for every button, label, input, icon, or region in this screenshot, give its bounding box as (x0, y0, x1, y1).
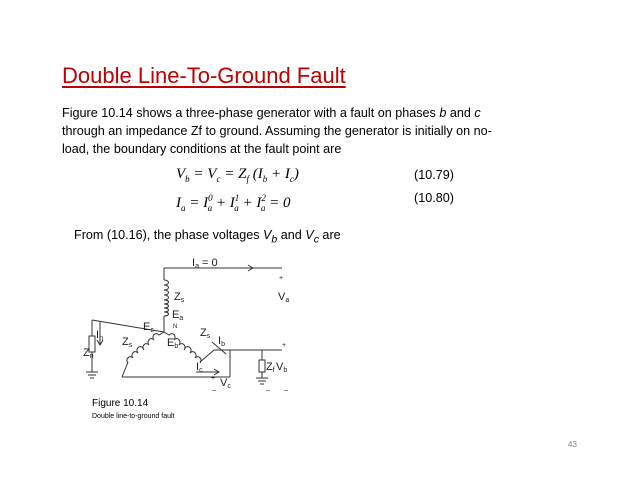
zs-top-coil (164, 280, 169, 300)
zn-label: Zn (83, 347, 94, 360)
paragraph-line-2: through an impedance Zf to ground. Assuming the generator is initially on no- (62, 124, 492, 138)
equation-10-80: $I_a = I^0_a + I^1_a + I^2_a = 0$ (176, 193, 291, 213)
vb-label: Vb (276, 361, 288, 374)
equation-10-79: $V_b = V_c = Z_f$ $(I_b + I_c)$ (176, 166, 299, 184)
vc-minus: – (212, 387, 216, 394)
zs-left-coil (127, 347, 143, 363)
zf-impedance (259, 360, 265, 372)
figure-caption: Double line-to-ground fault (92, 413, 175, 420)
ec-label: Ec (143, 321, 154, 334)
ea-coil (164, 300, 169, 316)
neutral-n-label: N (173, 324, 178, 330)
zs-left-label: Zs (122, 336, 133, 349)
equation-number-10-79: (10.79) (414, 168, 454, 182)
page-number: 43 (568, 440, 577, 449)
ea-label: Ea (172, 309, 184, 322)
zf-label: Zf (266, 361, 275, 374)
zs-right-label: Zs (200, 327, 211, 340)
va-minus: – (284, 387, 288, 394)
zs-top-label: Zs (174, 291, 185, 304)
figure-label: Figure 10.14 (92, 398, 149, 409)
ib-label: Ib (218, 335, 225, 348)
in-label: In (96, 329, 103, 342)
vc-label: Vc (220, 377, 231, 390)
paragraph-line-3: load, the boundary conditions at the fault point are (62, 142, 342, 156)
slide-title: Double Line-To-Ground Fault (62, 63, 346, 88)
vc-plus: + (211, 375, 216, 382)
paragraph-line-1: Figure 10.14 shows a three-phase generator with a fault on phases b and c (62, 106, 481, 120)
equation-number-10-80: (10.80) (414, 191, 454, 205)
phase-voltage-intro: From (10.16), the phase voltages $V_b$ and $V_c$ are (74, 228, 341, 246)
ia-label: Ia = 0 (192, 257, 218, 270)
vb-minus: – (266, 387, 270, 394)
ec-coil (143, 332, 164, 350)
eb-label: Eb (167, 337, 179, 350)
zn-impedance (89, 336, 95, 352)
vb-plus: + (282, 342, 287, 349)
ic-label: Ic (196, 361, 203, 374)
va-plus: + (279, 275, 284, 282)
va-label: Va (278, 291, 290, 304)
